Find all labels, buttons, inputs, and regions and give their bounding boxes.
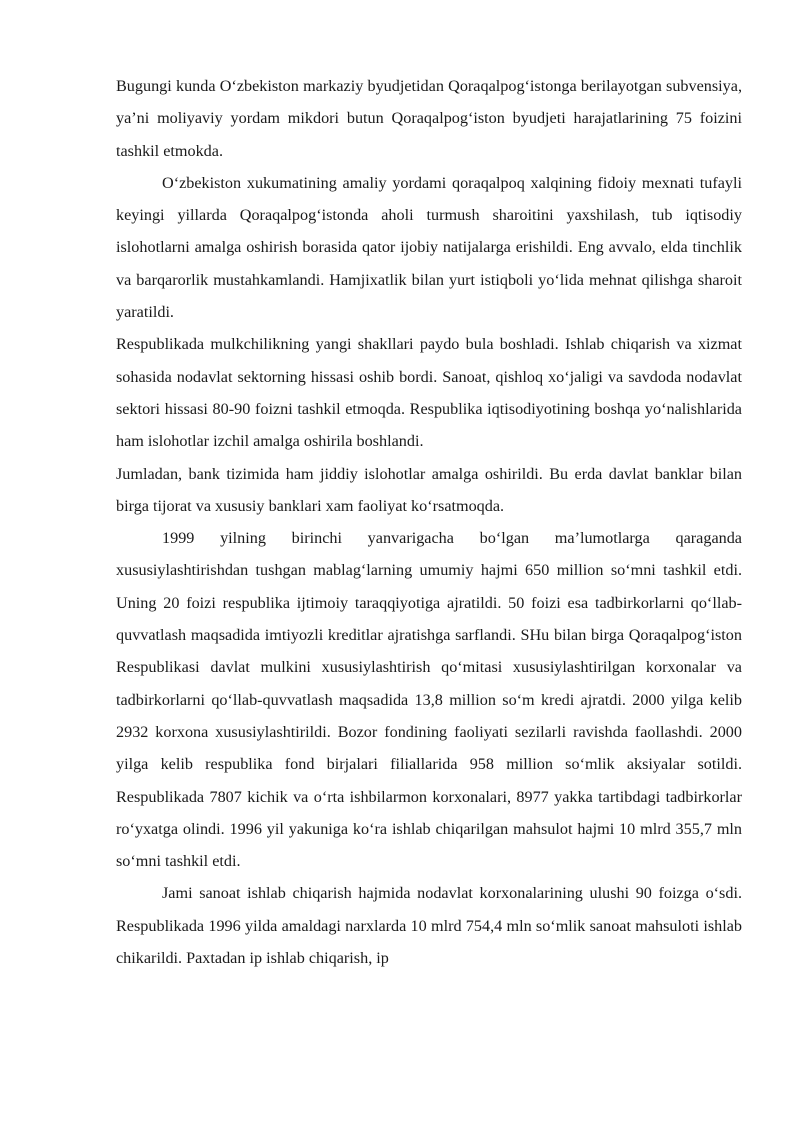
paragraph-industry: Jami sanoat ishlab chiqarish hajmida nodavlat korxonalarining ulushi 90 foizga o‘sdi. Respublikada 1996 yilda amaldagi narxlarda 10 mlrd 754,4 mln so‘mlik sanoat mahsuloti ishlab chikarildi. Paxtadan ip ishlab chiqarish, ip	[116, 884, 742, 968]
paragraph-subvention: Bugungi kunda O‘zbekiston markaziy byudjetidan Qoraqalpog‘istonga berilayotgan subvensiya, ya’ni moliyaviy yordam mikdori butun Qoraqalpog‘iston byudjeti harajatlarining 75 foizini tashkil etmokda.	[116, 77, 742, 160]
paragraph-government-help: O‘zbekiston xukumatining amaliy yordami qoraqalpoq xalqining fidoiy mexnati tufayli keyingi yillarda Qoraqalpog‘istonda aholi turmush sharoitini yaxshilash, tub iqtisodiy islohotlarni amalga oshirish borasida qator ijobiy natijalarga erishildi. Eng avvalo, elda tinchlik va barqarorlik mustahkamlandi. Hamjixatlik bilan yurt istiqboli yo‘lida mehnat qilishga sharoit yaratildi.	[116, 173, 742, 322]
document-page	[116, 70, 742, 974]
paragraph-privatization: 1999 yilning birinchi yanvarigacha bo‘lgan ma’lumotlarga qaraganda xususiylashtirishdan tushgan mablag‘larning umumiy hajmi 650 million so‘mni tashkil etdi. Uning 20 foizi respublika ijtimoiy taraqqiyotiga ajratildi. 50 foizi esa tadbirkorlarni qo‘llab-quvvatlash maqsadida imtiyozli kreditlar ajratishga sarflandi. SHu bilan birga Qoraqalpog‘iston Respublikasi davlat mulkini xususiylashtirish qo‘mitasi xususiylashtirilgan korxonalar va tadbirkorlarni qo‘llab-quvvatlash maqsadida 13,8 million so‘m kredi ajratdi. 2000 yilga kelib 2932 korxona xususiylashtirildi. Bozor fondining faoliyati sezilarli ravishda faollashdi. 2000 yilga kelib respublika fond birjalari filiallarida 958 million so‘mlik aksiyalar sotildi. Respublikada 7807 kichik va o‘rta ishbilarmon korxonalari, 8977 yakka tartibdagi tadbirkorlar ro‘yxatga olindi. 1996 yil yakuniga ko‘ra ishlab chiqarilgan mahsulot hajmi 10 mlrd 355,7 mln so‘mni tashkil etdi.	[116, 529, 742, 871]
paragraph-bank-system: Jumladan, bank tizimida ham jiddiy islohotlar amalga oshirildi. Bu erda davlat banklar bilan birga tijorat va xususiy banklari xam faoliyat ko‘rsatmoqda.	[116, 464, 742, 515]
paragraph-ownership-forms: Respublikada mulkchilikning yangi shakllari paydo bula boshladi. Ishlab chiqarish va xizmat sohasida nodavlat sektorning hissasi oshib bordi. Sanoat, qishloq xo‘jaligi va savdoda nodavlat sektori hissasi 80-90 foizni tashkil etmoqda. Respublika iqtisodiyotining boshqa yo‘nalishlarida ham islohotlar izchil amalga oshirila boshlandi.	[116, 335, 742, 451]
